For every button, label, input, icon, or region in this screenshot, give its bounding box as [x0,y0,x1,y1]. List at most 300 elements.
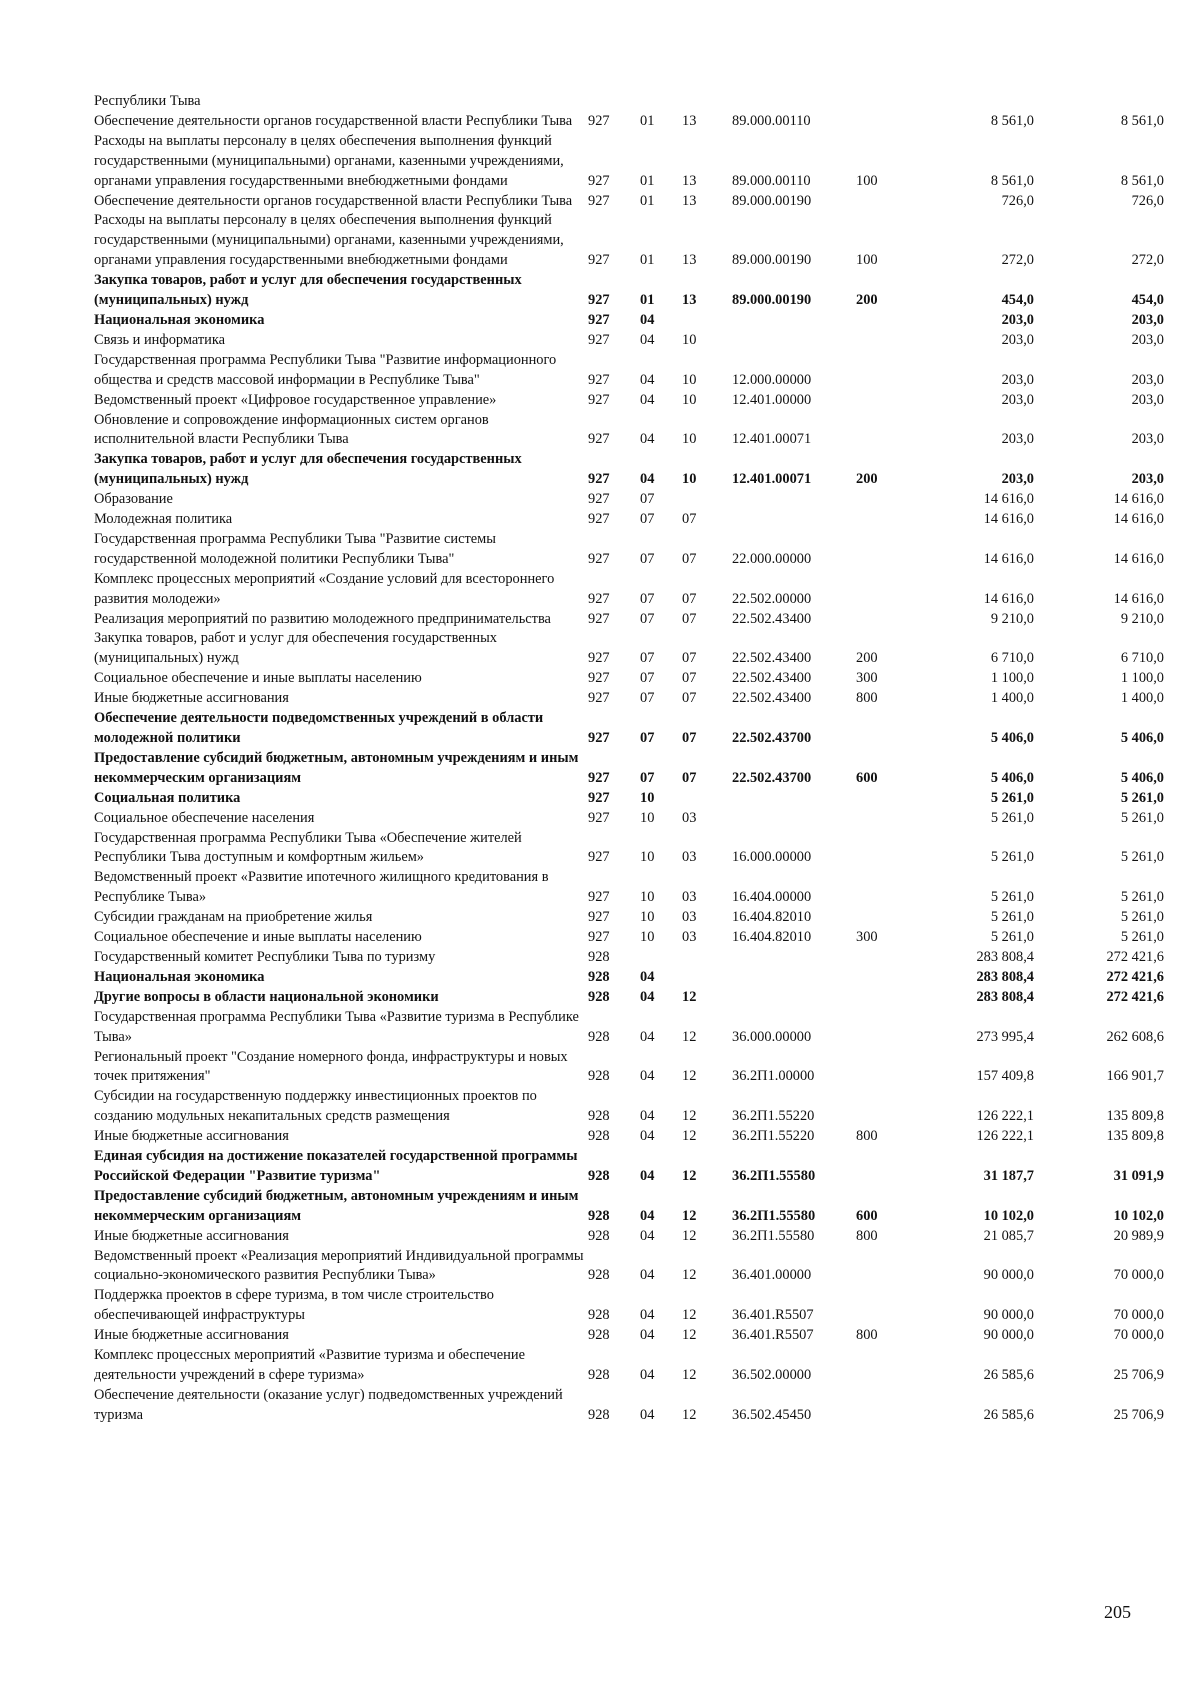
table-row [94,271,1164,311]
row-podrazdel: 07 [682,769,697,786]
row-target-article: 22.502.43400 [732,610,812,627]
row-expense-type [854,1087,904,1127]
row-expense-type: 300 [856,929,878,946]
table-row [94,1227,1164,1247]
row-ved: 928 [588,1128,610,1145]
row-razdel: 10 [640,809,655,826]
row-razdel: 04 [640,1068,655,1085]
row-name: Республики Тыва [94,93,201,109]
row-sum-year-1: 14 616,0 [983,550,1034,567]
row-razdel: 04 [640,1227,655,1244]
row-name: Обеспечение деятельности органов государственной власти Республики Тыва [94,112,573,129]
row-ved: 927 [588,391,610,408]
row-expense-type [854,1247,904,1287]
row-ved: 927 [588,809,610,826]
row-sum-year-1: 5 261,0 [990,889,1034,906]
row-podrazdel: 12 [682,1227,697,1244]
row-name: Национальная экономика [94,311,265,328]
row-target-article: 36.2П1.55580 [732,1167,816,1184]
row-sum-year-1: 1 100,0 [990,670,1034,687]
row-sum-year-1: 203,0 [1001,371,1034,388]
row-razdel: 07 [640,590,655,607]
row-razdel: 04 [640,1108,655,1125]
row-razdel: 07 [640,491,655,508]
row-sum-year-1: 14 616,0 [983,491,1034,508]
row-razdel: 10 [640,849,655,866]
row-ved: 928 [588,1167,610,1184]
row-razdel [640,92,682,112]
row-expense-type [854,1286,904,1326]
row-sum-year-1: 6 710,0 [990,650,1034,667]
row-podrazdel: 03 [682,889,697,906]
row-sum-year-2: 14 616,0 [1113,511,1164,528]
row-ved: 927 [588,590,610,607]
row-ved: 927 [588,650,610,667]
table-row [94,351,1164,391]
row-expense-type [854,709,904,749]
row-target-article: 22.502.43700 [732,730,812,746]
table-row [94,1386,1164,1426]
table-row [94,490,1164,510]
row-razdel: 10 [640,909,655,926]
table-row [94,411,1164,451]
row-target-article [730,92,854,112]
row-sum-year-1: 203,0 [1001,391,1034,408]
row-target-article: 16.404.82010 [732,929,812,946]
row-ved: 927 [588,192,610,209]
row-expense-type [854,411,904,451]
row-podrazdel: 10 [682,471,697,488]
row-sum-year-1: 5 261,0 [990,849,1034,866]
row-name: Связь и информатика [94,331,226,348]
row-sum-year-1: 21 085,7 [983,1227,1034,1244]
row-razdel: 04 [640,1028,655,1045]
row-podrazdel: 12 [682,1167,697,1184]
row-expense-type [854,988,904,1008]
row-sum-year-2: 20 989,9 [1113,1227,1164,1244]
table-row [94,211,1164,271]
row-razdel: 07 [640,550,655,567]
table-row [94,1127,1164,1147]
row-expense-type [854,92,904,112]
row-target-article: 12.000.00000 [732,371,812,388]
row-ved: 927 [588,769,610,786]
row-razdel: 04 [640,968,655,985]
row-ved: 928 [588,1267,610,1284]
row-sum-year-1: 283 808,4 [976,968,1034,985]
table-row [94,311,1164,331]
row-sum-year-2: 8 561,0 [1120,172,1164,189]
row-target-article: 36.000.00000 [732,1028,812,1045]
row-target-article [730,331,854,351]
row-podrazdel: 03 [682,809,697,826]
row-podrazdel: 12 [682,1406,697,1423]
row-razdel: 04 [640,1128,655,1145]
row-name: Ведомственный проект «Развитие ипотечного жилищного кредитования в Республике Тыва» [94,869,549,906]
row-target-article: 36.2П1.55220 [732,1108,815,1125]
row-sum-year-2: 70 000,0 [1113,1327,1164,1344]
row-ved: 928 [588,1227,610,1244]
row-podrazdel [682,92,730,112]
row-name: Ведомственный проект «Реализация мероприятий Индивидуальной программы социально-экономического развития Республики Тыва» [94,1247,584,1284]
row-target-article [730,789,854,809]
row-name: Государственная программа Республики Тыва "Развитие системы государственной молодежной политики Республики Тыва" [94,530,496,567]
row-expense-type [854,968,904,988]
row-expense-type [854,789,904,809]
row-name: Иные бюджетные ассигнования [94,690,289,707]
row-name: Социальное обеспечение и иные выплаты населению [94,670,422,687]
row-name: Государственная программа Республики Тыва «Обеспечение жителей Республики Тыва доступным и комфортным жильем» [94,829,522,866]
table-row [94,868,1164,908]
row-podrazdel: 07 [682,511,697,528]
row-target-article: 36.2П1.55580 [732,1227,815,1244]
row-target-article: 36.401.R5507 [732,1327,814,1344]
row-sum-year-2: 135 809,8 [1106,1108,1164,1125]
row-ved: 928 [588,1207,610,1224]
row-ved: 927 [588,690,610,707]
row-ved: 927 [588,112,610,129]
table-row [94,1087,1164,1127]
row-expense-type: 200 [856,471,878,488]
row-razdel: 01 [640,192,655,209]
row-sum-year-1: 10 102,0 [983,1207,1034,1224]
table-row [94,629,1164,669]
row-sum-year-1: 203,0 [1001,431,1034,448]
table-row [94,709,1164,749]
row-razdel: 04 [640,311,655,328]
row-ved: 927 [588,252,610,269]
row-razdel: 04 [640,1307,655,1324]
row-target-article [730,490,854,510]
row-target-article: 36.401.R5507 [732,1307,814,1324]
row-razdel: 07 [640,650,655,667]
table-row [94,450,1164,490]
table-row [94,1326,1164,1346]
row-target-article: 89.000.00190 [732,292,812,309]
row-sum-year-2: 6 710,0 [1120,650,1164,667]
row-name: Социальная политика [94,789,241,806]
row-name: Комплекс процессных мероприятий «Развитие туризма и обеспечение деятельности учреждений в сфере туризма» [94,1347,525,1383]
row-sum-year-1: 726,0 [1001,192,1034,209]
row-podrazdel [682,968,730,988]
row-name: Поддержка проектов в сфере туризма, в том числе строительство обеспечивающей инфраструктуры [94,1287,494,1324]
table-row [94,669,1164,689]
row-target-article: 16.404.00000 [732,889,812,906]
row-name: Обеспечение деятельности (оказание услуг) подведомственных учреждений туризма [94,1386,563,1423]
row-name: Ведомственный проект «Цифровое государственное управление» [94,391,497,408]
row-podrazdel: 07 [682,610,697,627]
row-ved: 927 [588,849,610,866]
row-sum-year-2: 70 000,0 [1113,1307,1164,1324]
table-row [94,829,1164,869]
table-row [94,391,1164,411]
row-ved: 928 [588,1367,610,1383]
row-podrazdel: 12 [682,1367,697,1383]
row-razdel: 07 [640,511,655,528]
row-razdel: 04 [640,331,655,348]
row-podrazdel: 13 [682,252,697,269]
row-expense-type: 600 [856,1207,878,1224]
table-row [94,1346,1164,1386]
row-expense-type [854,809,904,829]
row-podrazdel: 13 [682,292,697,309]
row-target-article: 89.000.00190 [732,192,812,209]
row-podrazdel: 10 [682,431,697,448]
row-ved: 927 [588,670,610,687]
row-name: Расходы на выплаты персоналу в целях обеспечения выполнения функций государственными (муниципальными) органами, казенными учреждениями, органами управления государственными внебюджетными фондами [94,132,564,189]
row-ved: 927 [588,371,610,388]
row-podrazdel: 12 [682,1128,697,1145]
row-expense-type [854,490,904,510]
row-sum-year-1: 5 261,0 [990,809,1034,826]
row-expense-type [854,331,904,351]
row-sum-year-1 [904,92,1034,112]
row-sum-year-1: 203,0 [1001,331,1034,348]
row-podrazdel: 10 [682,331,697,348]
row-expense-type [854,829,904,869]
row-ved: 927 [588,550,610,567]
row-podrazdel [682,490,730,510]
row-expense-type [854,610,904,630]
row-sum-year-1: 26 585,6 [983,1367,1034,1383]
row-ved: 928 [588,968,610,985]
row-name: Государственная программа Республики Тыва «Развитие туризма в Республике Тыва» [94,1008,579,1045]
row-target-article: 36.502.45450 [732,1406,812,1423]
row-razdel: 04 [640,471,655,488]
row-name: Комплекс процессных мероприятий «Создание условий для всестороннего развития молодежи» [94,570,555,607]
table-row [94,510,1164,530]
row-podrazdel: 12 [682,1108,697,1125]
row-sum-year-2: 5 406,0 [1120,769,1164,786]
row-ved: 928 [588,1406,610,1423]
row-ved [588,92,640,112]
row-podrazdel: 07 [682,690,697,707]
row-sum-year-1: 5 261,0 [990,909,1034,926]
row-target-article [730,948,854,968]
row-razdel: 04 [640,391,655,408]
row-target-article [730,510,854,530]
row-name: Молодежная политика [94,511,233,528]
row-expense-type [854,948,904,968]
row-sum-year-2: 10 102,0 [1113,1207,1164,1224]
row-sum-year-2: 5 261,0 [1120,889,1164,906]
row-ved: 928 [588,988,610,1005]
row-podrazdel: 07 [682,590,697,607]
row-ved: 927 [588,610,610,627]
row-sum-year-2: 454,0 [1131,292,1164,309]
row-sum-year-2: 272 421,6 [1106,968,1164,985]
row-name: Обеспечение деятельности подведомственных учреждений в области молодежной политики [94,710,544,746]
table-row [94,1286,1164,1326]
table-row [94,948,1164,968]
row-ved: 927 [588,431,610,448]
row-target-article: 89.000.00110 [732,112,811,129]
row-sum-year-2: 272,0 [1131,252,1164,269]
row-sum-year-2: 8 561,0 [1120,112,1164,129]
row-sum-year-2: 203,0 [1131,471,1164,488]
table-row [94,988,1164,1008]
row-sum-year-2: 25 706,9 [1113,1367,1164,1383]
row-expense-type: 800 [856,1327,878,1344]
row-expense-type [854,311,904,331]
row-sum-year-2: 203,0 [1131,391,1164,408]
row-name: Субсидии гражданам на приобретение жилья [94,909,373,926]
row-name: Образование [94,491,173,508]
row-name: Единая субсидия на достижение показателей государственной программы Российской Федерации "Развитие туризма" [94,1148,578,1184]
row-expense-type: 800 [856,1227,878,1244]
row-name: Закупка товаров, работ и услуг для обеспечения государственных (муниципальных) нужд [94,272,522,309]
row-sum-year-2: 203,0 [1131,371,1164,388]
row-sum-year-1: 9 210,0 [990,610,1034,627]
row-razdel: 04 [640,1327,655,1344]
row-sum-year-1: 90 000,0 [983,1267,1034,1284]
row-sum-year-2 [1034,92,1164,112]
row-target-article: 36.401.00000 [732,1267,812,1284]
row-ved: 927 [588,789,610,806]
row-sum-year-1: 203,0 [1001,311,1034,328]
row-sum-year-1: 90 000,0 [983,1307,1034,1324]
row-razdel: 04 [640,1267,655,1284]
row-sum-year-1: 26 585,6 [983,1406,1034,1423]
row-name: Обновление и сопровождение информационных систем органов исполнительной власти Республики Тыва [94,411,489,448]
row-target-article: 16.404.82010 [732,909,812,926]
row-expense-type: 600 [856,769,878,786]
row-ved: 927 [588,491,610,508]
row-podrazdel: 07 [682,730,697,746]
table-row [94,132,1164,192]
table-row [94,1147,1164,1187]
row-target-article: 36.2П1.00000 [732,1068,815,1085]
row-podrazdel: 12 [682,1327,697,1344]
table-row [94,1247,1164,1287]
row-razdel: 07 [640,610,655,627]
table-row [94,610,1164,630]
row-podrazdel: 12 [682,1267,697,1284]
row-razdel: 04 [640,431,655,448]
table-row [94,192,1164,212]
row-sum-year-2: 9 210,0 [1120,610,1164,627]
row-sum-year-2: 1 100,0 [1120,670,1164,687]
row-razdel: 10 [640,789,655,806]
row-ved: 928 [588,1327,610,1344]
row-target-article: 16.000.00000 [732,849,812,866]
row-name: Государственный комитет Республики Тыва по туризму [94,948,436,965]
row-sum-year-1: 14 616,0 [983,590,1034,607]
row-name: Иные бюджетные ассигнования [94,1128,289,1145]
row-name: Иные бюджетные ассигнования [94,1327,289,1344]
row-target-article: 22.502.43400 [732,650,812,667]
row-sum-year-2: 262 608,6 [1106,1028,1164,1045]
row-sum-year-1: 157 409,8 [976,1068,1034,1085]
budget-table [94,92,1164,1426]
table-row [94,331,1164,351]
row-podrazdel: 03 [682,929,697,946]
row-sum-year-1: 5 406,0 [990,769,1034,786]
table-row [94,1008,1164,1048]
table-row [94,1187,1164,1227]
row-sum-year-1: 203,0 [1001,471,1034,488]
row-razdel: 01 [640,292,655,309]
row-name: Государственная программа Республики Тыва "Развитие информационного общества и средств массовой информации в Республике Тыва" [94,351,557,388]
row-expense-type: 300 [856,670,878,687]
row-name: Предоставление субсидий бюджетным, автономным учреждениям и иным некоммерческим организациям [94,749,579,786]
row-ved: 927 [588,730,610,746]
row-ved: 928 [588,1307,610,1324]
row-ved: 927 [588,909,610,926]
row-razdel: 04 [640,1207,655,1224]
row-sum-year-2: 166 901,7 [1106,1068,1164,1085]
row-podrazdel: 12 [682,1068,697,1085]
row-ved: 927 [588,311,610,328]
row-target-article [730,988,854,1008]
table-row [94,908,1164,928]
row-ved: 928 [588,1108,610,1125]
row-sum-year-2: 203,0 [1131,431,1164,448]
row-podrazdel: 10 [682,391,697,408]
row-expense-type [854,391,904,411]
row-sum-year-2: 5 261,0 [1120,809,1164,826]
row-sum-year-2: 135 809,8 [1106,1128,1164,1145]
row-target-article: 36.2П1.55580 [732,1207,816,1224]
row-ved: 927 [588,331,610,348]
budget-table-body [94,92,1164,1426]
row-sum-year-2: 14 616,0 [1113,550,1164,567]
row-sum-year-1: 1 400,0 [990,690,1034,707]
row-sum-year-1: 14 616,0 [983,511,1034,528]
row-sum-year-2: 5 261,0 [1120,929,1164,946]
row-target-article: 12.401.00071 [732,471,812,488]
row-expense-type: 800 [856,1128,878,1145]
row-sum-year-1: 31 187,7 [983,1167,1034,1184]
table-row [94,530,1164,570]
row-sum-year-1: 126 222,1 [976,1128,1034,1145]
row-target-article [730,968,854,988]
row-podrazdel: 03 [682,849,697,866]
row-razdel: 04 [640,1367,655,1383]
row-target-article: 22.502.00000 [732,590,812,607]
row-target-article: 36.502.00000 [732,1367,812,1383]
row-podrazdel: 13 [682,192,697,209]
row-sum-year-1: 5 406,0 [990,730,1034,746]
row-name: Другие вопросы в области национальной экономики [94,988,439,1005]
row-name: Закупка товаров, работ и услуг для обеспечения государственных (муниципальных) нужд [94,630,497,667]
row-sum-year-2: 726,0 [1131,192,1164,209]
row-name: Национальная экономика [94,968,265,985]
table-row [94,809,1164,829]
row-podrazdel: 12 [682,1307,697,1324]
row-podrazdel: 10 [682,371,697,388]
row-target-article: 89.000.00110 [732,172,811,189]
row-sum-year-1: 283 808,4 [976,948,1034,965]
row-target-article: 22.502.43700 [732,769,812,786]
row-ved: 928 [588,1028,610,1045]
row-razdel: 01 [640,172,655,189]
row-razdel [640,948,682,968]
table-row [94,968,1164,988]
row-razdel: 04 [640,1167,655,1184]
row-sum-year-1: 8 561,0 [990,112,1034,129]
row-sum-year-1: 8 561,0 [990,172,1034,189]
row-podrazdel: 13 [682,172,697,189]
row-razdel: 07 [640,730,655,746]
row-expense-type [854,530,904,570]
row-ved: 927 [588,929,610,946]
row-expense-type [854,1147,904,1187]
row-podrazdel [682,948,730,968]
row-name: Субсидии на государственную поддержку инвестиционных проектов по созданию модульных некапитальных средств размещения [94,1088,537,1125]
row-ved: 928 [588,1068,610,1085]
row-razdel: 04 [640,988,655,1005]
